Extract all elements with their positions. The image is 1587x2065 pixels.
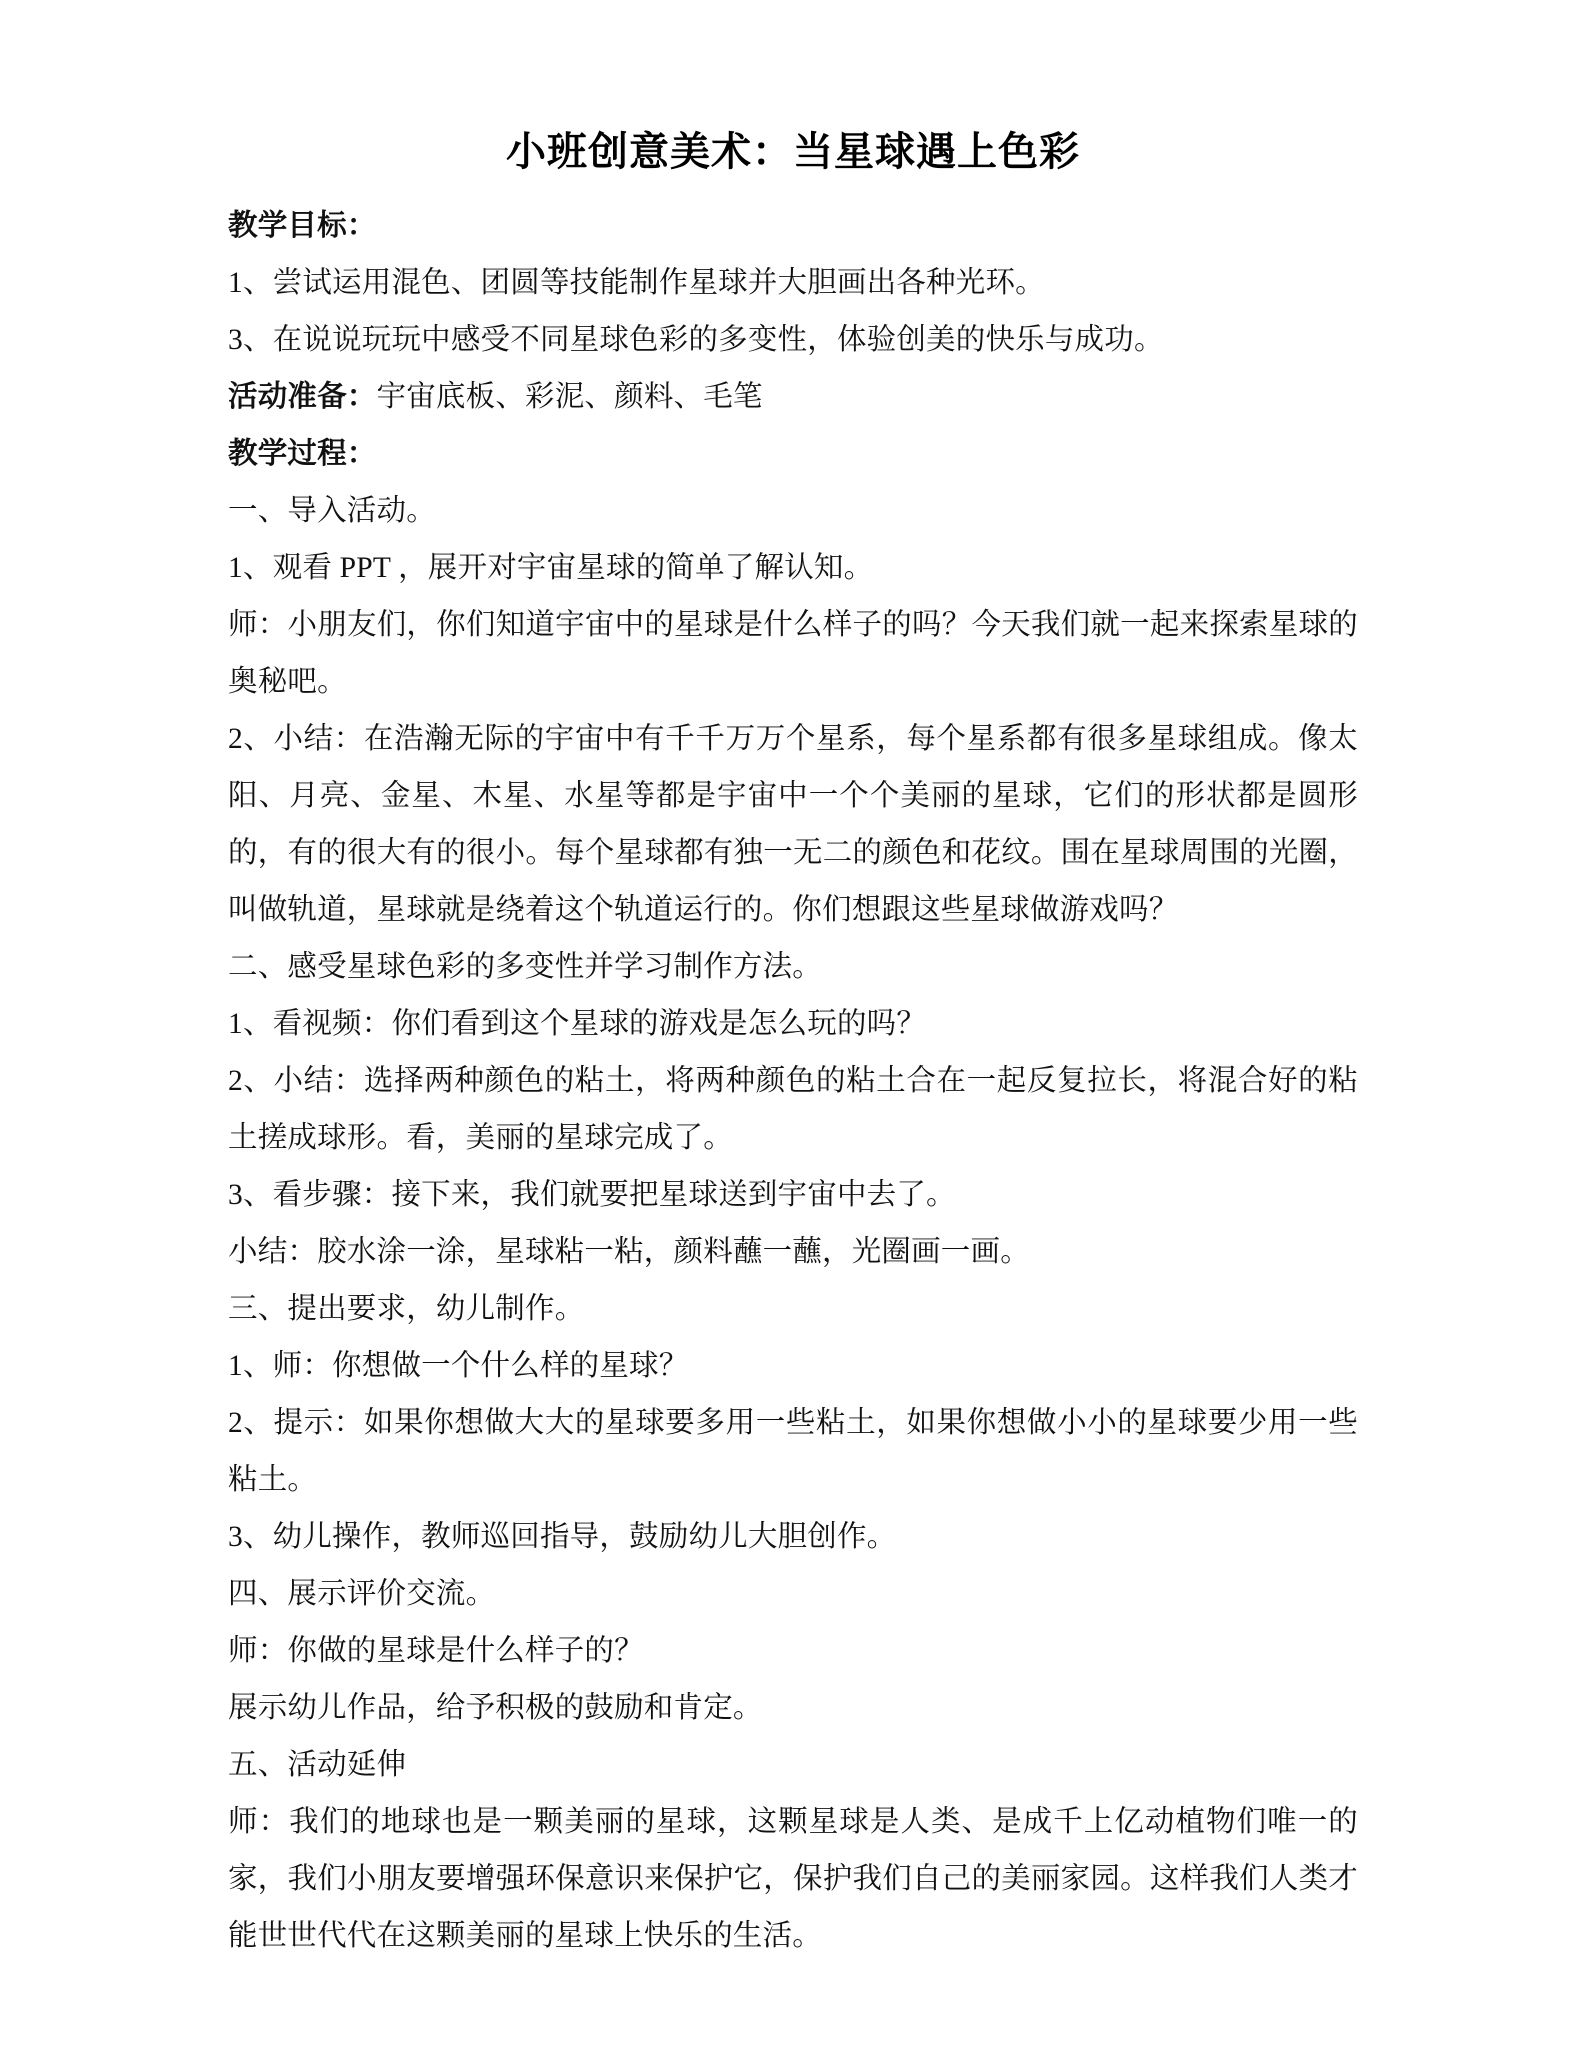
process-line-3: 师：小朋友们，你们知道宇宙中的星球是什么样子的吗？今天我们就一起来探索星球的奥秘吧。 xyxy=(228,609,1358,698)
process-line-15: 师：你做的星球是什么样子的？ xyxy=(228,1635,644,1667)
process-line-8: 3、看步骤：接下来，我们就要把星球送到宇宙中去了。 xyxy=(228,1179,956,1211)
process-line-6: 1、看视频：你们看到这个星球的游戏是怎么玩的吗？ xyxy=(228,1008,927,1040)
process-line-4: 2、小结：在浩瀚无际的宇宙中有千千万万个星系，每个星系都有很多星球组成。像太阳、月亮、金星、木星、水星等都是宇宙中一个个美丽的星球，它们的形状都是圆形的，有的很大有的很小。每个星球都有独一无二的颜色和花纹。围在星球周围的光圈，叫做轨道，星球就是绕着这个轨道运行的。你们想跟这些星球做游戏吗？ xyxy=(228,723,1358,926)
process-line-16: 展示幼儿作品，给予积极的鼓励和肯定。 xyxy=(228,1692,763,1724)
process-line-14: 四、展示评价交流。 xyxy=(228,1578,496,1610)
process-line-1: 一、导入活动。 xyxy=(228,495,436,527)
preparation-text: 宇宙底板、彩泥、颜料、毛笔 xyxy=(376,381,763,413)
process-line-9: 小结：胶水涂一涂，星球粘一粘，颜料蘸一蘸，光圈画一画。 xyxy=(228,1236,1030,1268)
process-line-18: 师：我们的地球也是一颗美丽的星球，这颗星球是人类、是成千上亿动植物们唯一的家，我们小朋友要增强环保意识来保护它，保护我们自己的美丽家园。这样我们人类才能世世代代在这颗美丽的星球上快乐的生活。 xyxy=(228,1806,1358,1952)
process-line-11: 1、师：你想做一个什么样的星球？ xyxy=(228,1350,689,1382)
document-content xyxy=(228,128,1358,1965)
objective-item-1: 1、尝试运用混色、团圆等技能制作星球并大胆画出各种光环。 xyxy=(228,267,1045,299)
process-line-7: 2、小结：选择两种颜色的粘土，将两种颜色的粘土合在一起反复拉长，将混合好的粘土搓成球形。看，美丽的星球完成了。 xyxy=(228,1065,1358,1154)
process-line-12: 2、提示：如果你想做大大的星球要多用一些粘土，如果你想做小小的星球要少用一些粘土。 xyxy=(228,1407,1358,1496)
preparation-line xyxy=(228,369,1358,426)
objective-item-2: 3、在说说玩玩中感受不同星球色彩的多变性，体验创美的快乐与成功。 xyxy=(228,324,1164,356)
preparation-label: 活动准备： xyxy=(228,381,377,413)
process-line-10: 三、提出要求，幼儿制作。 xyxy=(228,1293,585,1325)
process-line-17: 五、活动延伸 xyxy=(228,1749,407,1781)
section-heading-objectives: 教学目标： xyxy=(228,210,377,242)
page-title: 小班创意美术：当星球遇上色彩 xyxy=(506,130,1080,174)
process-line-13: 3、幼儿操作，教师巡回指导，鼓励幼儿大胆创作。 xyxy=(228,1521,897,1553)
process-line-2: 1、观看 PPT ，展开对宇宙星球的简单了解认知。 xyxy=(228,552,874,584)
section-heading-process: 教学过程： xyxy=(228,438,377,470)
process-line-5: 二、感受星球色彩的多变性并学习制作方法。 xyxy=(228,951,823,983)
